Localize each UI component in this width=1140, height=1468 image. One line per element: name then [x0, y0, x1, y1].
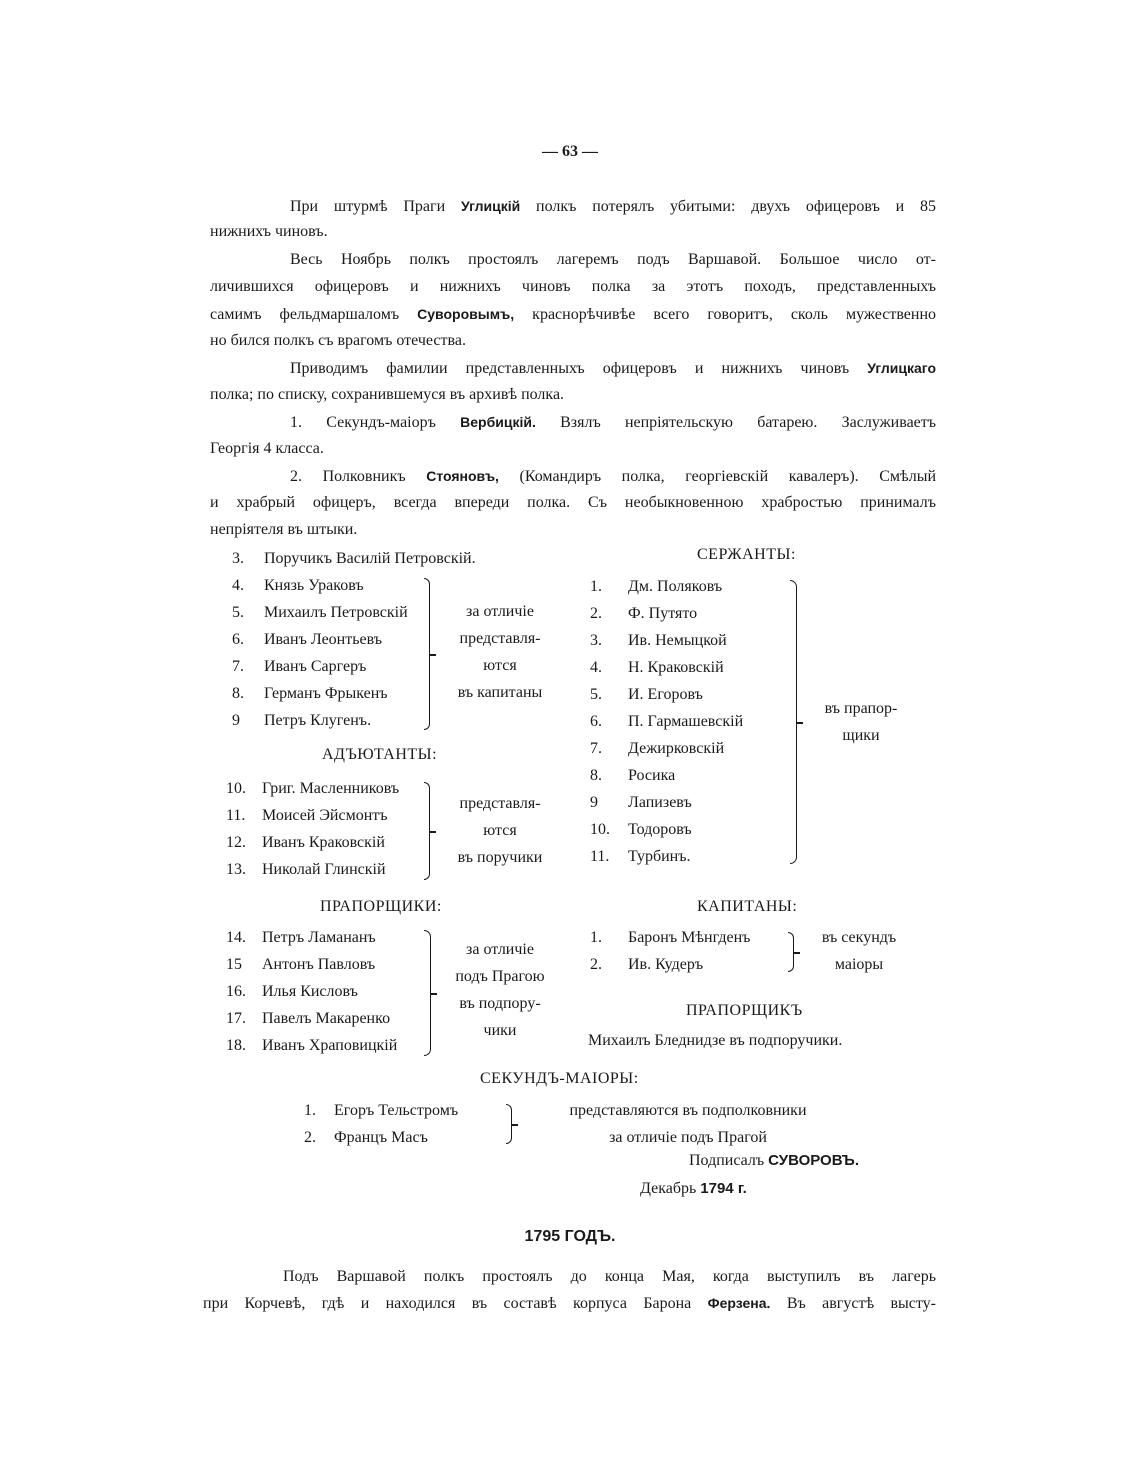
list-item: 2. Ив. Кудеръ	[590, 956, 704, 973]
list-item: 7. Дежирковскій	[590, 740, 725, 757]
sergeants-note: въ прапор- щики	[824, 700, 898, 744]
item2-line3: непріятеля въ штыки.	[210, 521, 358, 538]
list-item: 1. Егоръ Тельстромъ	[304, 1102, 459, 1119]
list-item: 5. И. Егоровъ	[590, 686, 703, 703]
signature-date: Декабрь 1794 г.	[640, 1180, 747, 1197]
second-majors-list	[304, 1097, 458, 1151]
captains-group-note: за отличіе представля- ются въ капитаны	[457, 603, 543, 701]
para2-line3: самимъ фельдмаршаломъ Суворовымъ, краснорѣчивѣе всего говоритъ, сколь мужественно	[210, 306, 937, 323]
adjutants-list	[226, 775, 399, 883]
praporshchik-heading: ПРАПОРЩИКЪ	[686, 1002, 803, 1019]
adjutants-heading: АДЪЮТАНТЫ:	[322, 746, 438, 763]
para1-line2: нижнихъ чиновъ.	[210, 223, 328, 240]
item1-line1: 1. Секундъ-маіоръ Вербицкій. Взялъ непріятельскую батарею. Заслуживаетъ	[290, 414, 937, 431]
ensigns-brace	[424, 930, 431, 1056]
item1-line2: Георгія 4 класса.	[210, 440, 324, 457]
list-item: 16. Илья Кисловъ	[226, 983, 358, 1000]
para1-line1: При штурмѣ Праги Углицкій полкъ потерялъ убитыми: двухъ офицеровъ и 85	[290, 198, 936, 215]
list-item: 1. Баронъ Мѣнгденъ	[590, 929, 751, 946]
list-item: 5. Михаилъ Петровскій	[232, 604, 408, 621]
item2-line2: и храбрый офицеръ, всегда впереди полка. Съ необыкновенною храбростью принималъ	[210, 494, 936, 511]
praporshchik-text: Михаилъ Бледнидзе въ подпоручики.	[588, 1032, 843, 1049]
sergeants-brace	[790, 580, 797, 864]
para2-line2: личившихся офицеровъ и нижнихъ чиновъ полка за этотъ походъ, представленныхъ	[210, 278, 936, 295]
list-item: 6. Иванъ Леонтьевъ	[232, 631, 383, 648]
para2-line4: но бился полкъ съ врагомъ отечества.	[210, 332, 466, 349]
list-item: 7. Иванъ Саргеръ	[232, 658, 367, 675]
kapitany-brace	[788, 932, 794, 972]
captains-group-list	[232, 572, 408, 734]
para3-line2: полка; по списку, сохранившемуся въ архивѣ полка.	[210, 386, 565, 403]
poruchik-row: 3. Поручикъ Василій Петровскій.	[232, 550, 476, 567]
ensigns-list	[226, 924, 397, 1059]
final-line2: при Корчевѣ, гдѣ и находился въ составѣ корпуса Барона Ферзена. Въ августѣ высту-	[203, 1295, 937, 1312]
list-item: 11. Моисей Эйсмонтъ	[226, 807, 388, 824]
list-item: 8. Росика	[590, 767, 676, 784]
kapitany-list	[590, 924, 750, 978]
final-line1: Подъ Варшавой полкъ простоялъ до конца Мая, когда выступилъ въ лагерь	[283, 1268, 936, 1285]
second-majors-brace	[506, 1104, 512, 1144]
kapitany-heading: КАПИТАНЫ:	[697, 898, 798, 915]
list-item: 17. Павелъ Макаренко	[226, 1010, 391, 1027]
list-item: 10. Григ. Масленниковъ	[226, 780, 400, 797]
signature-line: Подписалъ СУВОРОВЪ.	[689, 1152, 860, 1169]
list-item: 6. П. Гармашевскій	[590, 713, 744, 730]
list-item: 3. Ив. Немыцкой	[590, 632, 727, 649]
list-item: 2. Ф. Путято	[590, 605, 698, 622]
adjutants-note: представля- ются въ поручики	[457, 795, 543, 866]
ensigns-heading: ПРАПОРЩИКИ:	[320, 898, 442, 915]
list-item: 14. Петръ Ламананъ	[226, 929, 376, 946]
list-item: 13. Николай Глинскій	[226, 861, 386, 878]
list-item: 15 Антонъ Павловъ	[226, 956, 376, 973]
year-heading: 1795 ГОДЪ.	[524, 1228, 616, 1245]
ensigns-note: за отличіе подъ Прагою въ подпору- чики	[455, 941, 545, 1039]
sergeants-list	[590, 573, 743, 870]
adjutants-brace	[424, 782, 430, 880]
list-item: 8. Германъ Фрыкенъ	[232, 685, 388, 702]
second-majors-heading: СЕКУНДЪ-МАІОРЫ:	[480, 1070, 639, 1087]
list-item: 4. Князь Ураковъ	[232, 577, 364, 594]
sergeants-heading: СЕРЖАНТЫ:	[697, 546, 796, 563]
list-item: 18. Иванъ Храповицкій	[226, 1037, 398, 1054]
kapitany-note: въ секундъ маіоры	[821, 929, 897, 973]
captains-group-brace	[424, 578, 430, 730]
item2-line1: 2. Полковникъ Стояновъ, (Командиръ полка, георгіевскій кавалеръ). Смѣлый	[290, 468, 937, 485]
para3-line1: Приводимъ фамилии представленныхъ офицеровъ и нижнихъ чиновъ Углицкаго	[290, 360, 936, 377]
list-item: 10. Тодоровъ	[590, 821, 692, 838]
list-item: 9 Лапизевъ	[590, 794, 692, 811]
list-item: 1. Дм. Поляковъ	[590, 578, 723, 595]
list-item: 11. Турбинъ.	[590, 848, 691, 865]
list-item: 2. Францъ Масъ	[304, 1129, 428, 1146]
list-item: 9 Петръ Клугенъ.	[232, 712, 372, 729]
list-item: 12. Иванъ Краковскій	[226, 834, 385, 851]
second-majors-note: представляются въ подполковники за отличіе подъ Прагой	[569, 1102, 807, 1146]
page-number: — 63 —	[542, 143, 598, 160]
list-item: 4. Н. Краковскій	[590, 659, 724, 676]
para2-line1: Весь Ноябрь полкъ простоялъ лагеремъ подъ Варшавой. Большое число от-	[290, 251, 936, 268]
